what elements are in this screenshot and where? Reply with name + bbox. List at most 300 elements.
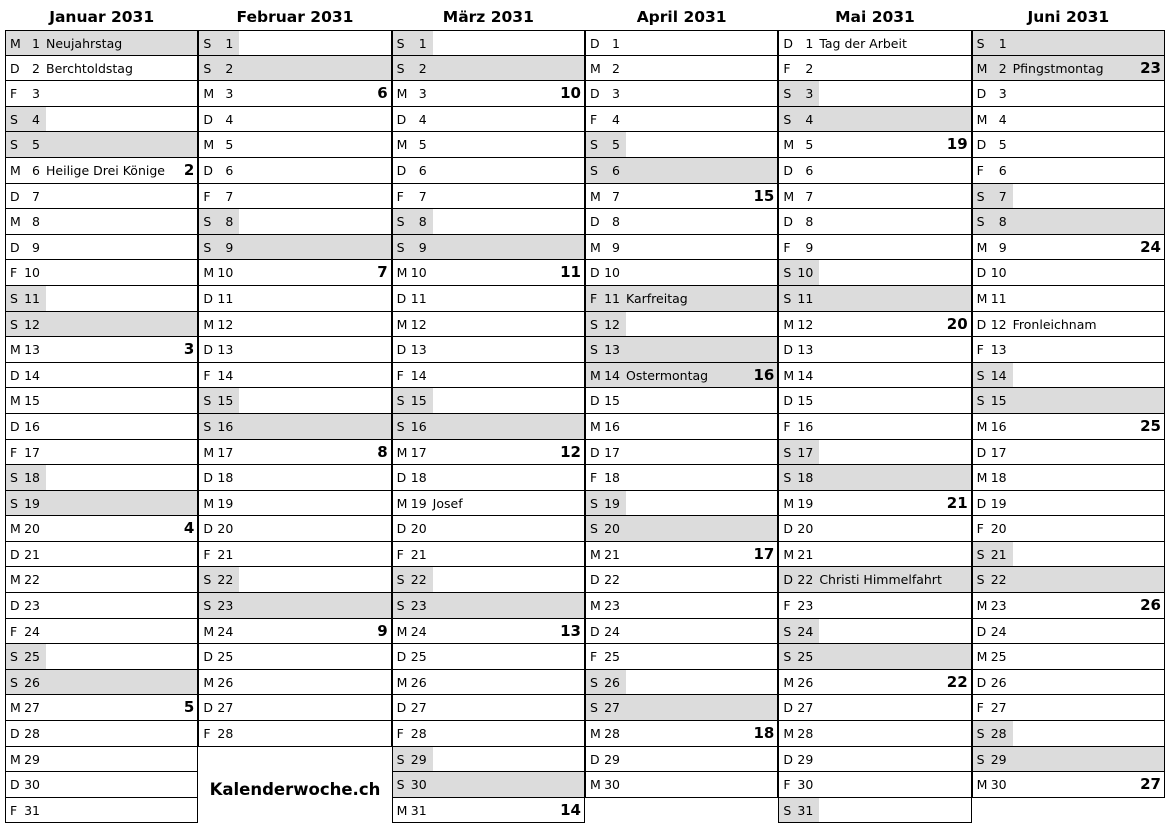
day-number: 4	[418, 111, 427, 127]
weekday-letter: D	[10, 726, 20, 742]
day-number: 26	[990, 674, 1007, 690]
day-row	[5, 465, 198, 491]
day-number: 27	[217, 700, 234, 716]
week-number: 8	[377, 442, 388, 461]
weekday-letter: F	[976, 700, 984, 716]
weekday-letter: S	[203, 418, 212, 434]
day-number: 20	[990, 521, 1007, 537]
day-row	[972, 721, 1165, 747]
weekday-letter: D	[783, 572, 793, 588]
weekday-letter: S	[783, 649, 792, 665]
weekday-letter: S	[783, 265, 792, 281]
week-number: 6	[377, 84, 388, 103]
month-title: Mai 2031	[835, 8, 915, 26]
day-row	[585, 721, 778, 747]
day-row	[972, 747, 1165, 773]
weekday-letter: M	[976, 777, 988, 793]
day-row	[778, 798, 971, 824]
day-number: 1	[32, 36, 40, 51]
day-number: 1	[612, 36, 620, 51]
day-number: 17	[604, 444, 620, 460]
day-row	[198, 644, 391, 670]
day-row	[778, 107, 971, 133]
weekday-letter: D	[203, 290, 213, 306]
day-row	[778, 81, 971, 107]
weekday-letter: M	[783, 316, 795, 332]
day-row	[5, 695, 198, 721]
day-number: 28	[604, 726, 620, 742]
day-row	[585, 132, 778, 158]
week-number: 15	[753, 186, 775, 205]
weekday-letter: M	[783, 137, 795, 153]
day-row	[5, 260, 198, 286]
weekday-letter: D	[396, 521, 407, 537]
month-column	[972, 6, 1165, 798]
day-row	[585, 414, 778, 440]
day-row	[972, 81, 1165, 107]
day-number: 22	[24, 572, 40, 588]
day-row	[392, 337, 585, 363]
day-row	[392, 235, 585, 261]
day-row	[585, 286, 778, 312]
day-row	[5, 721, 198, 747]
weekday-letter: S	[783, 290, 792, 306]
day-row	[5, 184, 198, 210]
day-row	[5, 440, 198, 466]
day-number: 29	[604, 751, 620, 767]
weekday-letter: S	[589, 521, 598, 537]
day-number: 3	[805, 86, 814, 102]
day-row	[5, 644, 198, 670]
week-number: 16	[753, 365, 775, 384]
day-row	[585, 337, 778, 363]
day-row	[198, 670, 391, 696]
day-row	[778, 567, 971, 593]
weekday-letter: F	[10, 86, 18, 102]
week-number: 9	[377, 621, 388, 640]
weekday-letter: M	[783, 495, 795, 511]
weekday-letter: F	[10, 444, 18, 460]
day-number: 22	[217, 572, 234, 588]
month-column	[778, 6, 971, 823]
day-row	[198, 363, 391, 389]
weekday-letter: D	[976, 86, 987, 102]
day-number: 25	[410, 649, 427, 665]
weekday-letter: F	[10, 265, 18, 281]
day-row	[972, 491, 1165, 517]
day-number: 28	[990, 726, 1007, 742]
weekday-letter: D	[589, 572, 600, 588]
weekday-letter: D	[203, 342, 213, 358]
day-number: 7	[612, 188, 620, 204]
day-row	[198, 593, 391, 619]
weekday-letter: M	[589, 726, 601, 742]
day-number: 7	[998, 188, 1007, 204]
day-number: 7	[32, 188, 40, 204]
weekday-letter: D	[10, 188, 20, 204]
day-row	[392, 132, 585, 158]
day-row	[778, 30, 971, 56]
day-number: 19	[217, 495, 234, 511]
week-number: 4	[183, 519, 195, 538]
week-number: 19	[946, 135, 968, 154]
week-number: 12	[560, 442, 581, 461]
day-row	[778, 465, 971, 491]
day-row	[198, 440, 391, 466]
weekday-letter: S	[976, 36, 985, 51]
day-number: 21	[604, 546, 620, 562]
weekday-letter: F	[783, 777, 791, 793]
day-row	[198, 619, 391, 645]
weekday-letter: F	[783, 418, 791, 434]
day-row	[198, 542, 391, 568]
day-row	[585, 747, 778, 773]
day-number: 15	[217, 393, 234, 409]
month-column	[198, 6, 391, 747]
day-number: 11	[24, 290, 40, 306]
holiday-name: Pfingstmontag	[1012, 60, 1104, 76]
day-number: 8	[32, 214, 40, 230]
weekday-letter: S	[396, 572, 405, 588]
holiday-name: Fronleichnam	[1012, 316, 1097, 332]
day-row	[778, 56, 971, 82]
week-number: 3	[183, 340, 195, 359]
day-number: 24	[797, 623, 814, 639]
day-row	[778, 414, 971, 440]
weekday-letter: S	[783, 470, 792, 486]
day-number: 9	[805, 239, 814, 255]
weekday-letter: D	[203, 700, 213, 716]
day-number: 24	[24, 623, 40, 639]
day-row	[5, 56, 198, 82]
weekday-letter: S	[589, 137, 598, 153]
weekday-letter: M	[396, 137, 408, 153]
weekday-letter: S	[396, 598, 405, 614]
day-number: 20	[24, 521, 40, 537]
day-number: 4	[998, 111, 1007, 127]
day-row	[972, 695, 1165, 721]
day-number: 13	[24, 342, 40, 358]
day-number: 23	[217, 598, 234, 614]
day-row	[5, 235, 198, 261]
day-row	[392, 158, 585, 184]
day-number: 10	[24, 265, 40, 281]
day-number: 23	[24, 598, 40, 614]
day-number: 2	[418, 60, 427, 76]
weekday-letter: M	[10, 36, 21, 51]
weekday-letter: D	[396, 700, 407, 716]
weekday-letter: D	[589, 86, 600, 102]
weekday-letter: S	[976, 188, 985, 204]
weekday-letter: M	[10, 572, 21, 588]
day-row	[198, 158, 391, 184]
week-number: 24	[1140, 237, 1161, 256]
weekday-letter: M	[783, 726, 795, 742]
weekday-letter: S	[589, 700, 598, 716]
day-row	[972, 209, 1165, 235]
day-row	[392, 81, 585, 107]
day-number: 4	[32, 111, 40, 127]
weekday-letter: F	[396, 546, 404, 562]
day-number: 21	[990, 546, 1007, 562]
day-number: 17	[217, 444, 234, 460]
day-row	[585, 107, 778, 133]
week-number: 10	[560, 84, 581, 103]
weekday-letter: M	[10, 162, 21, 178]
weekday-letter: M	[396, 265, 408, 281]
day-row	[972, 465, 1165, 491]
day-row	[778, 670, 971, 696]
day-number: 11	[604, 290, 620, 306]
day-row	[972, 593, 1165, 619]
weekday-letter: F	[589, 290, 598, 306]
weekday-letter: F	[976, 162, 984, 178]
weekday-letter: D	[396, 649, 407, 665]
weekday-letter: M	[10, 393, 21, 409]
day-number: 10	[217, 265, 234, 281]
day-row	[972, 542, 1165, 568]
day-number: 16	[797, 418, 814, 434]
weekday-letter: S	[976, 367, 985, 383]
weekday-letter: D	[783, 342, 793, 358]
day-number: 9	[32, 239, 40, 255]
weekday-letter: D	[396, 342, 407, 358]
day-number: 16	[990, 418, 1007, 434]
day-number: 17	[24, 444, 40, 460]
day-number: 1	[418, 36, 427, 51]
day-number: 3	[225, 86, 234, 102]
weekday-letter: S	[396, 36, 405, 51]
day-number: 6	[998, 162, 1007, 178]
day-row	[392, 465, 585, 491]
day-number: 27	[410, 700, 427, 716]
day-number: 2	[805, 60, 814, 76]
day-number: 11	[217, 290, 234, 306]
weekday-letter: D	[203, 111, 213, 127]
day-row	[778, 491, 971, 517]
day-number: 28	[410, 726, 427, 742]
day-row	[392, 747, 585, 773]
day-row	[5, 388, 198, 414]
day-number: 9	[612, 239, 620, 255]
weekday-letter: M	[203, 137, 215, 153]
day-row	[778, 132, 971, 158]
week-number: 11	[560, 263, 581, 282]
weekday-letter: M	[589, 367, 601, 383]
day-row	[972, 619, 1165, 645]
day-number: 4	[225, 111, 234, 127]
day-number: 3	[998, 86, 1007, 102]
day-number: 18	[24, 470, 40, 486]
day-number: 10	[797, 265, 814, 281]
day-number: 27	[990, 700, 1007, 716]
day-row	[392, 798, 585, 824]
day-number: 19	[410, 495, 427, 511]
day-row	[392, 670, 585, 696]
weekday-letter: M	[783, 367, 795, 383]
day-number: 14	[217, 367, 234, 383]
day-number: 14	[797, 367, 814, 383]
day-row	[972, 184, 1165, 210]
weekday-letter: S	[589, 162, 598, 178]
day-number: 18	[797, 470, 814, 486]
day-number: 17	[410, 444, 427, 460]
weekday-letter: D	[10, 418, 20, 434]
weekday-letter: M	[589, 418, 601, 434]
weekday-letter: F	[396, 188, 404, 204]
weekday-letter: D	[783, 214, 793, 230]
day-row	[585, 491, 778, 517]
day-number: 13	[990, 342, 1007, 358]
weekday-letter: S	[396, 751, 405, 767]
weekday-letter: M	[783, 188, 795, 204]
weekday-letter: D	[396, 470, 407, 486]
day-row	[778, 337, 971, 363]
weekday-letter: M	[396, 623, 408, 639]
day-row	[585, 465, 778, 491]
day-number: 13	[797, 342, 814, 358]
day-number: 13	[604, 342, 620, 358]
holiday-name: Berchtoldstag	[46, 60, 133, 76]
day-row	[198, 491, 391, 517]
day-number: 24	[604, 623, 620, 639]
weekday-letter: D	[10, 598, 20, 614]
holiday-name: Tag der Arbeit	[819, 36, 907, 51]
day-row	[5, 158, 198, 184]
weekday-letter: M	[976, 290, 988, 306]
day-number: 12	[410, 316, 427, 332]
day-row	[198, 721, 391, 747]
day-row	[778, 235, 971, 261]
day-number: 28	[24, 726, 40, 742]
day-row	[198, 132, 391, 158]
day-number: 24	[410, 623, 427, 639]
day-row	[585, 772, 778, 798]
weekday-letter: D	[203, 521, 213, 537]
day-number: 17	[990, 444, 1007, 460]
day-number: 30	[410, 777, 427, 793]
weekday-letter: S	[396, 418, 405, 434]
day-row	[5, 363, 198, 389]
day-number: 9	[225, 239, 234, 255]
day-number: 15	[24, 393, 40, 409]
day-number: 27	[604, 700, 620, 716]
day-row	[972, 567, 1165, 593]
week-number: 27	[1140, 775, 1161, 794]
weekday-letter: M	[589, 60, 601, 76]
day-row	[392, 542, 585, 568]
weekday-letter: F	[10, 623, 18, 639]
day-number: 15	[990, 393, 1007, 409]
weekday-letter: M	[10, 700, 21, 716]
day-row	[972, 107, 1165, 133]
week-number: 21	[946, 493, 968, 512]
week-number: 25	[1140, 416, 1161, 435]
brand-label: Kalenderwoche.ch	[209, 780, 381, 800]
day-row	[198, 81, 391, 107]
weekday-letter: S	[783, 623, 792, 639]
day-number: 30	[604, 777, 620, 793]
day-number: 26	[217, 674, 234, 690]
day-number: 15	[604, 393, 620, 409]
day-row	[778, 772, 971, 798]
day-number: 1	[805, 36, 814, 51]
day-number: 6	[612, 162, 620, 178]
day-row	[198, 695, 391, 721]
day-number: 25	[217, 649, 234, 665]
day-row	[198, 30, 391, 56]
weekday-letter: D	[976, 674, 987, 690]
month-column	[585, 6, 778, 798]
day-number: 7	[418, 188, 427, 204]
month-column	[392, 6, 585, 823]
day-row	[778, 619, 971, 645]
weekday-letter: S	[396, 777, 405, 793]
weekday-letter: D	[203, 162, 213, 178]
weekday-letter: F	[783, 598, 791, 614]
holiday-name: Ostermontag	[625, 367, 709, 383]
day-number: 9	[998, 239, 1007, 255]
day-number: 6	[225, 162, 234, 178]
weekday-letter: M	[203, 316, 215, 332]
day-row	[198, 235, 391, 261]
weekday-letter: M	[976, 111, 988, 127]
weekday-letter: M	[589, 239, 601, 255]
day-row	[5, 414, 198, 440]
weekday-letter: S	[10, 290, 18, 306]
day-number: 21	[24, 546, 40, 562]
day-number: 20	[217, 521, 234, 537]
weekday-letter: M	[203, 623, 215, 639]
day-number: 18	[990, 470, 1007, 486]
day-row	[972, 363, 1165, 389]
day-row	[392, 363, 585, 389]
weekday-letter: F	[396, 367, 404, 383]
day-number: 14	[990, 367, 1007, 383]
day-row	[392, 286, 585, 312]
day-row	[585, 184, 778, 210]
day-row	[778, 388, 971, 414]
weekday-letter: S	[10, 137, 18, 153]
day-number: 2	[225, 60, 234, 76]
weekday-letter: D	[10, 777, 20, 793]
day-row	[972, 132, 1165, 158]
day-number: 25	[24, 649, 40, 665]
day-number: 2	[612, 60, 620, 76]
day-number: 24	[217, 623, 234, 639]
weekday-letter: M	[396, 444, 408, 460]
day-number: 26	[604, 674, 620, 690]
weekday-letter: F	[783, 60, 791, 76]
day-number: 8	[612, 214, 620, 230]
day-number: 16	[410, 418, 427, 434]
weekday-letter: S	[783, 444, 792, 460]
weekday-letter: M	[589, 188, 601, 204]
weekday-letter: M	[396, 674, 408, 690]
weekday-letter: S	[203, 572, 212, 588]
day-number: 31	[797, 802, 814, 818]
day-row	[585, 644, 778, 670]
weekday-letter: M	[976, 239, 988, 255]
weekday-letter: D	[589, 751, 600, 767]
day-row	[585, 593, 778, 619]
day-number: 14	[410, 367, 427, 383]
month-title: Februar 2031	[236, 8, 354, 26]
weekday-letter: D	[396, 290, 407, 306]
weekday-letter: S	[203, 214, 212, 230]
weekday-letter: F	[783, 239, 791, 255]
day-number: 29	[410, 751, 427, 767]
